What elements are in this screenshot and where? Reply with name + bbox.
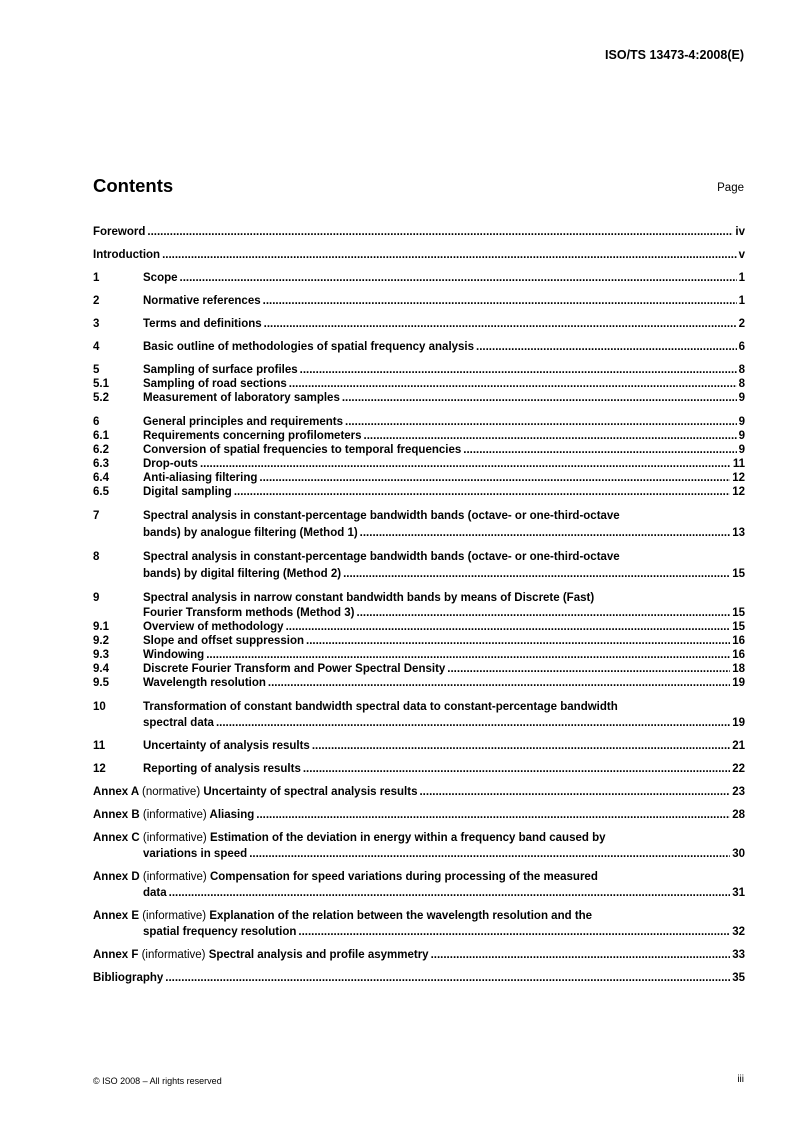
toc-entry-section-9[interactable] (93, 591, 745, 620)
toc-entry-annex-e[interactable] (93, 909, 745, 939)
toc-entry-section-6-4[interactable] (93, 471, 745, 485)
toc-entry-section-10[interactable] (93, 700, 745, 730)
toc-page: 9 (738, 430, 745, 442)
toc-number: 9.3 (93, 649, 109, 661)
toc-title-line: Transformation of constant bandwidth spectral data to constant-percentage bandwidth (143, 701, 618, 713)
toc-title: Introduction (93, 249, 161, 261)
dot-leader (306, 634, 730, 648)
dot-leader (263, 294, 737, 308)
toc-number: 6.4 (93, 472, 109, 484)
toc-page: 1 (738, 272, 745, 284)
annex-kind: (normative) (142, 786, 201, 798)
toc-page: iv (735, 226, 745, 238)
toc-title: General principles and requirements (143, 416, 344, 428)
toc-page: 1 (738, 295, 745, 307)
toc-entry-section-11[interactable] (93, 739, 745, 753)
toc-title: Aliasing (209, 809, 255, 821)
contents-heading: Contents (93, 175, 174, 196)
toc-title: bands) by digital filtering (Method 2) (143, 568, 342, 580)
toc-title: Spectral analysis and profile asymmetry (208, 949, 429, 961)
toc-entry-section-12[interactable] (93, 762, 745, 776)
toc-number: 9.4 (93, 663, 109, 675)
toc-number: 9.2 (93, 635, 109, 647)
toc-page: 15 (732, 568, 745, 580)
toc-entry-section-6-5[interactable] (93, 485, 745, 499)
dot-leader (206, 648, 730, 662)
toc-title: Fourier Transform methods (Method 3) (143, 607, 355, 619)
toc-title-line: Spectral analysis in constant-percentage bandwidth bands (octave- or one-third-octave (143, 551, 620, 563)
toc-title: Drop-outs (143, 458, 198, 470)
dot-leader (476, 340, 737, 354)
toc-entry-section-1[interactable] (93, 271, 745, 285)
page-column-label: Page (717, 182, 744, 194)
toc-page: 19 (732, 677, 745, 689)
toc-entry-annex-a[interactable] (93, 785, 745, 799)
toc-entry-annex-c[interactable] (93, 831, 745, 861)
toc-title-line: Compensation for speed variations during processing of the measured (209, 871, 598, 883)
dot-leader (234, 485, 730, 499)
dot-leader (286, 620, 731, 634)
toc-number: 3 (93, 318, 100, 330)
toc-page: 12 (732, 486, 745, 498)
toc-number: 2 (93, 295, 100, 307)
toc-page: 6 (738, 341, 745, 353)
annex-label: Annex B (93, 809, 140, 821)
annex-label: Annex C (93, 832, 140, 844)
toc-number: 6.5 (93, 486, 109, 498)
toc-entry-section-2[interactable] (93, 294, 745, 308)
toc-entry-foreword[interactable] (93, 225, 745, 239)
toc-page: 15 (732, 621, 745, 633)
toc-number: 4 (93, 341, 100, 353)
toc-page: 19 (732, 717, 745, 729)
toc-number: 5 (93, 364, 100, 376)
toc-entry-section-6-1[interactable] (93, 429, 745, 443)
toc-title: spectral data (143, 717, 214, 729)
toc-entry-bibliography[interactable] (93, 971, 745, 985)
toc-title: Requirements concerning profilometers (143, 430, 362, 442)
toc-title: Anti-aliasing filtering (143, 472, 258, 484)
toc-number: 6.3 (93, 458, 109, 470)
dot-leader (169, 886, 731, 900)
toc-page: 13 (732, 527, 745, 539)
toc-page: 11 (732, 458, 745, 470)
dot-leader (200, 457, 731, 471)
annex-label: Annex D (93, 871, 140, 883)
toc-page: 9 (738, 416, 745, 428)
annex-label: Annex E (93, 910, 140, 922)
dot-leader (256, 808, 730, 822)
dot-leader (419, 785, 730, 799)
page-number: iii (737, 1074, 744, 1085)
toc-title: Sampling of road sections (143, 378, 287, 390)
dot-leader (147, 225, 733, 239)
toc-title: Terms and definitions (143, 318, 262, 330)
dot-leader (289, 377, 737, 391)
toc-title: spatial frequency resolution (143, 926, 297, 938)
toc-title: Normative references (143, 295, 261, 307)
toc-entry-annex-f[interactable] (93, 948, 745, 962)
table-of-contents (93, 225, 745, 985)
toc-title: Measurement of laboratory samples (143, 392, 340, 404)
toc-entry-section-9-2[interactable] (93, 634, 745, 648)
toc-page: 32 (732, 926, 745, 938)
toc-title: Discrete Fourier Transform and Power Spectral Density (143, 663, 446, 675)
document-id: ISO/TS 13473-4:2008(E) (605, 48, 744, 62)
toc-title: Scope (143, 272, 178, 284)
dot-leader (357, 606, 731, 620)
toc-title-line: Spectral analysis in constant-percentage bandwidth bands (octave- or one-third-octave (143, 510, 620, 522)
toc-page: 15 (732, 607, 745, 619)
dot-leader (249, 847, 730, 861)
toc-title: Overview of methodology (143, 621, 284, 633)
toc-title: Sampling of surface profiles (143, 364, 298, 376)
toc-page: 33 (732, 949, 745, 961)
toc-entry-section-9-4[interactable] (93, 662, 745, 676)
toc-entry-section-4[interactable] (93, 340, 745, 354)
dot-leader (360, 526, 731, 540)
toc-title: Slope and offset suppression (143, 635, 305, 647)
toc-entry-section-3[interactable] (93, 317, 745, 331)
toc-title: variations in speed (143, 848, 248, 860)
toc-title: Digital sampling (143, 486, 232, 498)
toc-page: 22 (732, 763, 745, 775)
dot-leader (259, 471, 730, 485)
dot-leader (162, 248, 737, 262)
toc-entry-annex-d[interactable] (93, 870, 745, 900)
toc-number: 7 (93, 510, 100, 522)
toc-title: Windowing (143, 649, 205, 661)
toc-page: 30 (732, 848, 745, 860)
dot-leader (447, 662, 730, 676)
dot-leader (300, 363, 737, 377)
toc-page: 12 (732, 472, 745, 484)
toc-number: 6.1 (93, 430, 109, 442)
toc-entry-section-9-5[interactable] (93, 676, 745, 690)
toc-page: 18 (732, 663, 745, 675)
toc-page: 16 (732, 649, 745, 661)
toc-number: 6.2 (93, 444, 109, 456)
toc-title: Bibliography (93, 972, 164, 984)
toc-entry-section-6[interactable] (93, 415, 745, 429)
toc-title-line: Spectral analysis in narrow constant bandwidth bands by means of Discrete (Fast) (143, 592, 595, 604)
toc-entry-annex-b[interactable] (93, 808, 745, 822)
toc-entry-section-9-1[interactable] (93, 620, 745, 634)
dot-leader (431, 948, 731, 962)
toc-number: 1 (93, 272, 100, 284)
dot-leader (364, 429, 737, 443)
toc-entry-section-5-1[interactable] (93, 377, 745, 391)
annex-kind: (informative) (141, 949, 206, 961)
dot-leader (342, 391, 737, 405)
dot-leader (303, 762, 730, 776)
toc-number: 5.1 (93, 378, 109, 390)
dot-leader (180, 271, 737, 285)
toc-title: Reporting of analysis results (143, 763, 301, 775)
toc-title: Basic outline of methodologies of spatial frequency analysis (143, 341, 475, 353)
toc-entry-section-6-3[interactable] (93, 457, 745, 471)
toc-page: 16 (732, 635, 745, 647)
toc-page: 23 (732, 786, 745, 798)
toc-page: 21 (732, 740, 745, 752)
dot-leader (345, 415, 737, 429)
toc-entry-section-7[interactable] (93, 509, 745, 540)
toc-page: 2 (738, 318, 745, 330)
toc-number: 11 (93, 740, 106, 752)
annex-kind: (informative) (142, 871, 207, 883)
dot-leader (165, 971, 730, 985)
toc-number: 9 (93, 592, 100, 604)
toc-entry-section-5-2[interactable] (93, 391, 745, 405)
toc-title: Foreword (93, 226, 146, 238)
toc-entry-introduction[interactable] (93, 248, 745, 262)
annex-kind: (informative) (142, 910, 207, 922)
toc-entry-section-9-3[interactable] (93, 648, 745, 662)
toc-title: Conversion of spatial frequencies to temporal frequencies (143, 444, 462, 456)
dot-leader (463, 443, 736, 457)
toc-title: Uncertainty of analysis results (143, 740, 310, 752)
toc-title: data (143, 887, 167, 899)
toc-title-line: Estimation of the deviation in energy within a frequency band caused by (209, 832, 606, 844)
toc-number: 8 (93, 551, 100, 563)
toc-title: bands) by analogue filtering (Method 1) (143, 527, 358, 539)
toc-page: 9 (738, 444, 745, 456)
toc-number: 9.5 (93, 677, 109, 689)
toc-page: 35 (732, 972, 745, 984)
toc-page: 9 (738, 392, 745, 404)
toc-number: 9.1 (93, 621, 109, 633)
dot-leader (216, 716, 730, 730)
toc-entry-section-5[interactable] (93, 363, 745, 377)
toc-page: 31 (732, 887, 745, 899)
toc-page: 8 (738, 378, 745, 390)
annex-kind: (informative) (142, 809, 207, 821)
dot-leader (268, 676, 730, 690)
toc-title-line: Explanation of the relation between the wavelength resolution and the (209, 910, 593, 922)
annex-label: Annex A (93, 786, 139, 798)
dot-leader (343, 567, 730, 581)
annex-kind: (informative) (142, 832, 207, 844)
dot-leader (298, 925, 730, 939)
toc-page: v (738, 249, 745, 261)
toc-number: 6 (93, 416, 100, 428)
toc-entry-section-8[interactable] (93, 550, 745, 581)
toc-number: 10 (93, 701, 106, 713)
toc-page: 8 (738, 364, 745, 376)
dot-leader (312, 739, 730, 753)
copyright-notice: © ISO 2008 – All rights reserved (93, 1076, 222, 1086)
toc-number: 12 (93, 763, 106, 775)
toc-title: Uncertainty of spectral analysis results (203, 786, 418, 798)
toc-page: 28 (732, 809, 745, 821)
annex-label: Annex F (93, 949, 139, 961)
toc-title: Wavelength resolution (143, 677, 266, 689)
toc-number: 5.2 (93, 392, 109, 404)
toc-entry-section-6-2[interactable] (93, 443, 745, 457)
dot-leader (264, 317, 737, 331)
